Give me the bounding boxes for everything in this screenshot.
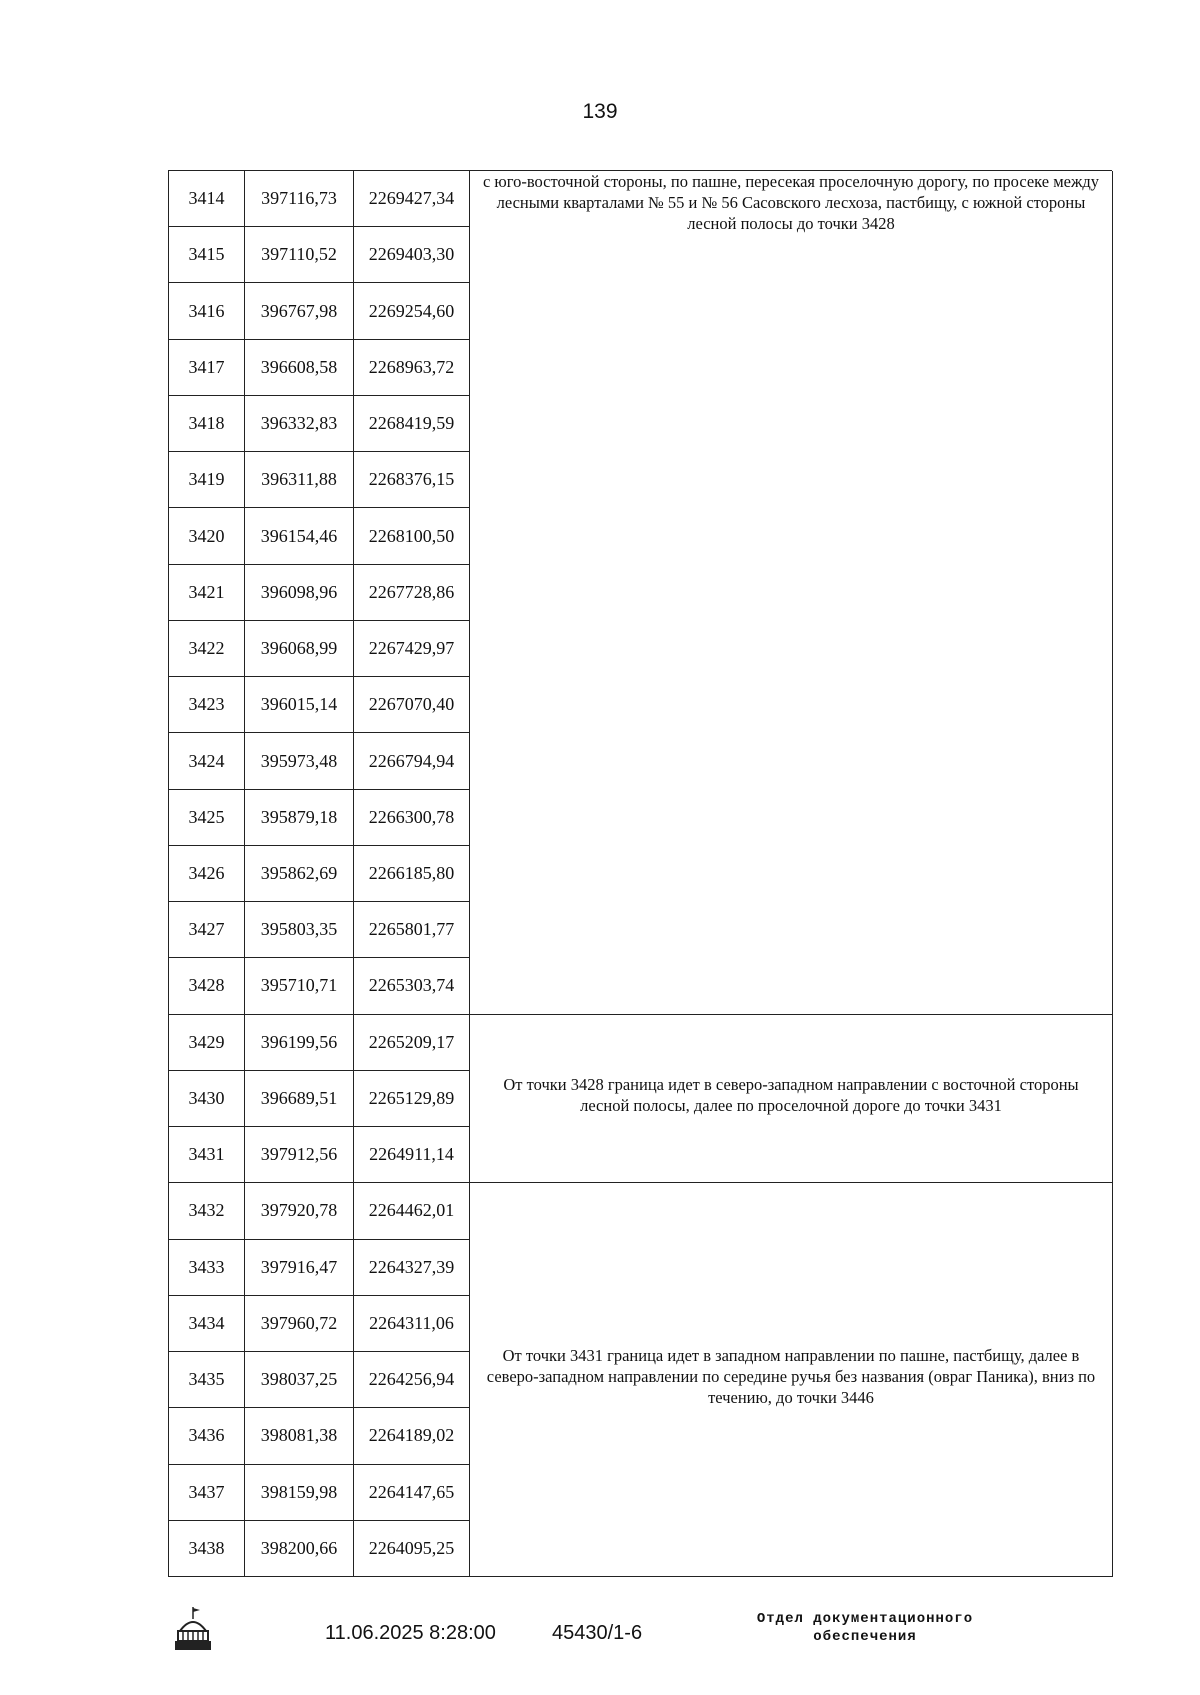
point-number-cell: 3418 bbox=[169, 396, 245, 452]
x-coordinate-cell: 396767,98 bbox=[245, 283, 354, 339]
point-number-cell: 3436 bbox=[169, 1408, 245, 1464]
point-number-cell: 3429 bbox=[169, 1015, 245, 1071]
boundary-description-3: От точки 3431 граница идет в западном направлении по пашне, пастбищу, далее в северо-западном направлении по середине ручья без названия (овраг Паника), вниз по течению, до точки 3446 bbox=[470, 1183, 1113, 1577]
y-coordinate-cell: 2265303,74 bbox=[354, 958, 470, 1014]
footer-timestamp: 11.06.2025 8:28:00 bbox=[325, 1622, 496, 1644]
y-coordinate-cell: 2267070,40 bbox=[354, 677, 470, 733]
y-coordinate-cell: 2264095,25 bbox=[354, 1521, 470, 1577]
point-number-cell: 3434 bbox=[169, 1296, 245, 1352]
point-number-cell: 3425 bbox=[169, 790, 245, 846]
x-coordinate-cell: 396154,46 bbox=[245, 508, 354, 564]
y-coordinate-cell: 2264327,39 bbox=[354, 1240, 470, 1296]
point-number-cell: 3424 bbox=[169, 733, 245, 789]
y-coordinate-cell: 2266185,80 bbox=[354, 846, 470, 902]
y-coordinate-cell: 2264189,02 bbox=[354, 1408, 470, 1464]
page-number: 139 bbox=[582, 100, 618, 123]
footer-department bbox=[720, 1610, 1010, 1646]
point-number-cell: 3426 bbox=[169, 846, 245, 902]
y-coordinate-cell: 2269254,60 bbox=[354, 283, 470, 339]
point-number-cell: 3415 bbox=[169, 227, 245, 283]
y-coordinate-cell: 2269427,34 bbox=[354, 171, 470, 227]
point-number-cell: 3414 bbox=[169, 171, 245, 227]
point-number-cell: 3420 bbox=[169, 508, 245, 564]
y-coordinate-cell: 2266794,94 bbox=[354, 733, 470, 789]
x-coordinate-cell: 395973,48 bbox=[245, 733, 354, 789]
point-number-cell: 3438 bbox=[169, 1521, 245, 1577]
x-coordinate-cell: 398037,25 bbox=[245, 1352, 354, 1408]
y-coordinate-cell: 2268419,59 bbox=[354, 396, 470, 452]
y-coordinate-cell: 2265129,89 bbox=[354, 1071, 470, 1127]
x-coordinate-cell: 396608,58 bbox=[245, 340, 354, 396]
boundary-description-1: с юго-восточной стороны, по пашне, пересекая проселочную дорогу, по просеке между лесными кварталами № 55 и № 56 Сасовского лесхоза, пастбищу, с южной стороны лесной полосы до точки 3428 bbox=[470, 171, 1113, 1015]
duma-logo bbox=[172, 1605, 214, 1653]
point-number-cell: 3431 bbox=[169, 1127, 245, 1183]
x-coordinate-cell: 396098,96 bbox=[245, 565, 354, 621]
point-number-cell: 3428 bbox=[169, 958, 245, 1014]
x-coordinate-cell: 398200,66 bbox=[245, 1521, 354, 1577]
department-line-1: Отдел документационного bbox=[756, 1611, 974, 1627]
point-number-cell: 3430 bbox=[169, 1071, 245, 1127]
y-coordinate-cell: 2264462,01 bbox=[354, 1183, 470, 1239]
y-coordinate-cell: 2265801,77 bbox=[354, 902, 470, 958]
point-number-cell: 3419 bbox=[169, 452, 245, 508]
point-number-cell: 3417 bbox=[169, 340, 245, 396]
x-coordinate-cell: 395879,18 bbox=[245, 790, 354, 846]
point-number-cell: 3437 bbox=[169, 1465, 245, 1521]
x-coordinate-cell: 397116,73 bbox=[245, 171, 354, 227]
x-coordinate-cell: 397960,72 bbox=[245, 1296, 354, 1352]
x-coordinate-cell: 396199,56 bbox=[245, 1015, 354, 1071]
y-coordinate-cell: 2264311,06 bbox=[354, 1296, 470, 1352]
boundary-description-2: От точки 3428 граница идет в северо-западном направлении с восточной стороны лесной полосы, далее по проселочной дороге до точки 3431 bbox=[470, 1015, 1113, 1184]
y-coordinate-cell: 2268100,50 bbox=[354, 508, 470, 564]
x-coordinate-cell: 397110,52 bbox=[245, 227, 354, 283]
point-number-cell: 3421 bbox=[169, 565, 245, 621]
x-coordinate-cell: 395862,69 bbox=[245, 846, 354, 902]
y-coordinate-cell: 2266300,78 bbox=[354, 790, 470, 846]
y-coordinate-cell: 2264147,65 bbox=[354, 1465, 470, 1521]
department-line-2: обеспечения bbox=[813, 1629, 917, 1645]
footer-doc-number: 45430/1-6 bbox=[552, 1622, 643, 1644]
y-coordinate-cell: 2268376,15 bbox=[354, 452, 470, 508]
x-coordinate-cell: 396068,99 bbox=[245, 621, 354, 677]
y-coordinate-cell: 2268963,72 bbox=[354, 340, 470, 396]
y-coordinate-cell: 2269403,30 bbox=[354, 227, 470, 283]
x-coordinate-cell: 397920,78 bbox=[245, 1183, 354, 1239]
x-coordinate-cell: 398159,98 bbox=[245, 1465, 354, 1521]
y-coordinate-cell: 2264256,94 bbox=[354, 1352, 470, 1408]
point-number-cell: 3427 bbox=[169, 902, 245, 958]
point-number-cell: 3435 bbox=[169, 1352, 245, 1408]
point-number-cell: 3416 bbox=[169, 283, 245, 339]
y-coordinate-cell: 2267728,86 bbox=[354, 565, 470, 621]
point-number-cell: 3433 bbox=[169, 1240, 245, 1296]
y-coordinate-cell: 2265209,17 bbox=[354, 1015, 470, 1071]
point-number-cell: 3423 bbox=[169, 677, 245, 733]
x-coordinate-cell: 395803,35 bbox=[245, 902, 354, 958]
x-coordinate-cell: 398081,38 bbox=[245, 1408, 354, 1464]
x-coordinate-cell: 396015,14 bbox=[245, 677, 354, 733]
point-number-cell: 3432 bbox=[169, 1183, 245, 1239]
x-coordinate-cell: 397916,47 bbox=[245, 1240, 354, 1296]
x-coordinate-cell: 396689,51 bbox=[245, 1071, 354, 1127]
x-coordinate-cell: 397912,56 bbox=[245, 1127, 354, 1183]
y-coordinate-cell: 2267429,97 bbox=[354, 621, 470, 677]
x-coordinate-cell: 396332,83 bbox=[245, 396, 354, 452]
x-coordinate-cell: 396311,88 bbox=[245, 452, 354, 508]
x-coordinate-cell: 395710,71 bbox=[245, 958, 354, 1014]
point-number-cell: 3422 bbox=[169, 621, 245, 677]
y-coordinate-cell: 2264911,14 bbox=[354, 1127, 470, 1183]
coordinates-table bbox=[168, 170, 1112, 1577]
